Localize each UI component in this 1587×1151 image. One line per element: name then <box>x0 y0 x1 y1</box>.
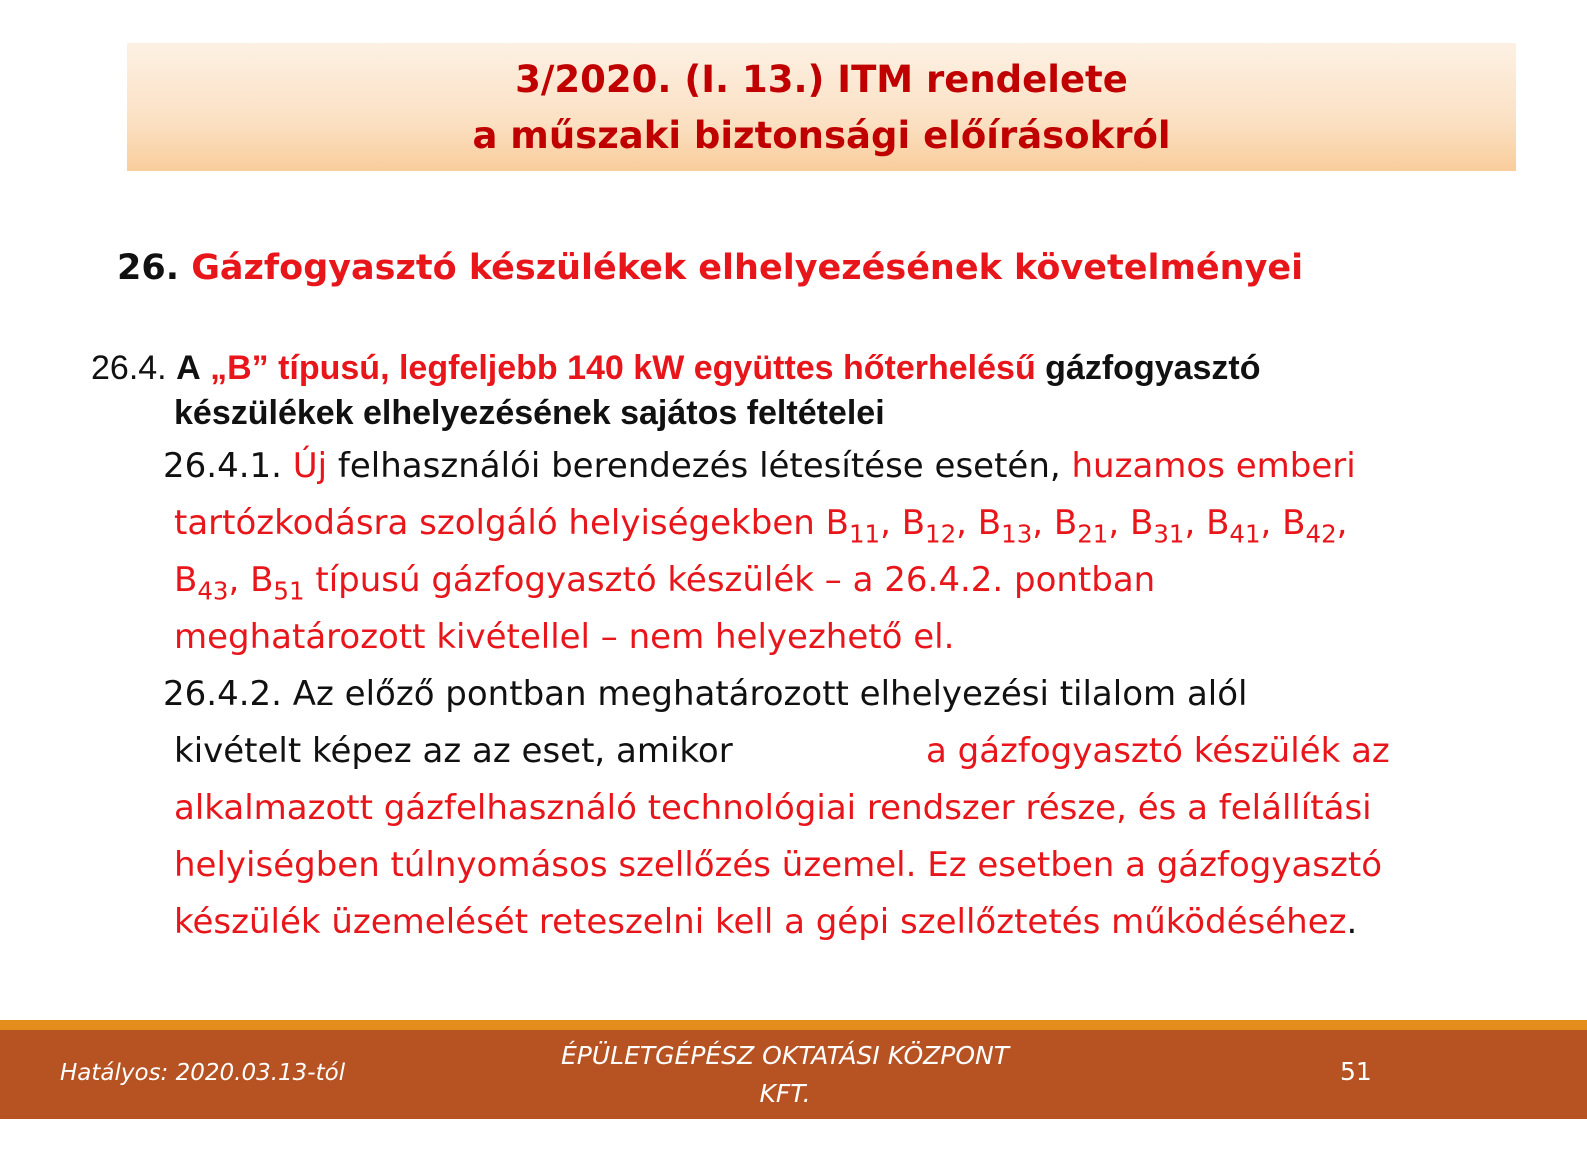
p2-line-5-end: . <box>1346 902 1358 942</box>
type-b11: $B_{11}$ <box>825 503 881 549</box>
section-heading <box>117 243 1303 293</box>
p1-line-1 <box>163 438 1563 495</box>
subsection-rest-1: gázfogyasztó <box>1045 349 1261 387</box>
p2-line-2 <box>163 723 1563 780</box>
type-b51: $B_{51}$ <box>250 560 305 606</box>
section-number: 26. <box>117 248 180 288</box>
p2-line-1-text: Az előző pontban meghatározott elhelyezési tilalom alól <box>292 674 1248 714</box>
p2-line-1 <box>163 666 1563 723</box>
p1-red-1: huzamos emberi <box>1071 446 1356 486</box>
type-b31: $B_{31}$ <box>1129 503 1185 549</box>
subsection-lead: A <box>176 349 201 387</box>
p2-line-4: helyiségben túlnyomásos szellőzés üzemel. Ez esetben a gázfogyasztó <box>174 845 1382 885</box>
p2-line-2-black: kivételt képez az az eset, amikor <box>174 731 733 771</box>
subsection-heading <box>91 346 1491 436</box>
p1-text-1: felhasználói berendezés létesítése esetén, <box>337 446 1061 486</box>
type-b21: $B_{21}$ <box>1053 503 1109 549</box>
subsection-number: 26.4. <box>91 349 167 387</box>
p1-number: 26.4.1. <box>163 446 282 486</box>
p1-new: Új <box>292 446 328 486</box>
footer-website: WWW.OKTATASI-KOZPONT.HU <box>599 1117 971 1146</box>
type-b13: $B_{13}$ <box>977 503 1033 549</box>
footer-date: Hatályos: 2020.03.13-tól <box>60 1060 346 1086</box>
p2-line-5 <box>163 894 1563 951</box>
type-b41: $B_{41}$ <box>1206 503 1261 549</box>
page-number: 51 <box>1340 1057 1372 1086</box>
footer-company-block <box>535 1037 1035 1151</box>
p1-line-3: $B_{43}$, $B_{51}$ típusú gázfogyasztó készülék – a 26.4.2. pontban <box>174 560 1156 606</box>
p1-line-3-rest: típusú gázfogyasztó készülék – a 26.4.2. pontban <box>315 560 1156 600</box>
p2-line-3: alkalmazott gázfelhasználó technológiai rendszer része, és a felállítási <box>174 788 1372 828</box>
footer-company: ÉPÜLETGÉPÉSZ OKTATÁSI KÖZPONT KFT. <box>561 1041 1009 1108</box>
title-line-1: 3/2020. (I. 13.) ITM rendelete <box>515 58 1128 101</box>
title-line-2: a műszaki biztonsági előírásokról <box>472 114 1171 157</box>
paragraph-26-4-1 <box>163 438 1563 666</box>
p2-line-2-red: a gázfogyasztó készülék az <box>926 731 1390 771</box>
footer <box>0 1030 1587 1146</box>
subsection-rest-2: készülékek elhelyezésének sajátos feltételei <box>174 394 885 432</box>
title-banner <box>127 43 1516 171</box>
subsection-highlight: „B” típusú, legfeljebb 140 kW együttes hőterhelésű <box>210 349 1036 387</box>
p1-line-2-text: tartózkodásra szolgáló helyiségekben <box>174 503 815 543</box>
p1-line-2: tartózkodásra szolgáló helyiségekben $B_{11}$, $B_{12}$, $B_{13}$, $B_{21}$, $B_{31}$, $B_{41}$, $B_{42}$, <box>174 503 1348 549</box>
type-b12: $B_{12}$ <box>901 503 957 549</box>
type-b43: $B_{43}$ <box>174 560 229 606</box>
paragraph-26-4-2 <box>163 666 1563 951</box>
section-title: Gázfogyasztó készülékek elhelyezésének követelményei <box>191 248 1304 288</box>
p1-line-4: meghatározott kivétellel – nem helyezhető el. <box>174 617 955 657</box>
footer-stripe <box>0 1020 1587 1030</box>
p2-line-5-text: készülék üzemelését reteszelni kell a gépi szellőztetés működéséhez <box>174 902 1347 942</box>
type-b42: $B_{42}$ <box>1282 503 1337 549</box>
p2-number: 26.4.2. <box>163 674 282 714</box>
